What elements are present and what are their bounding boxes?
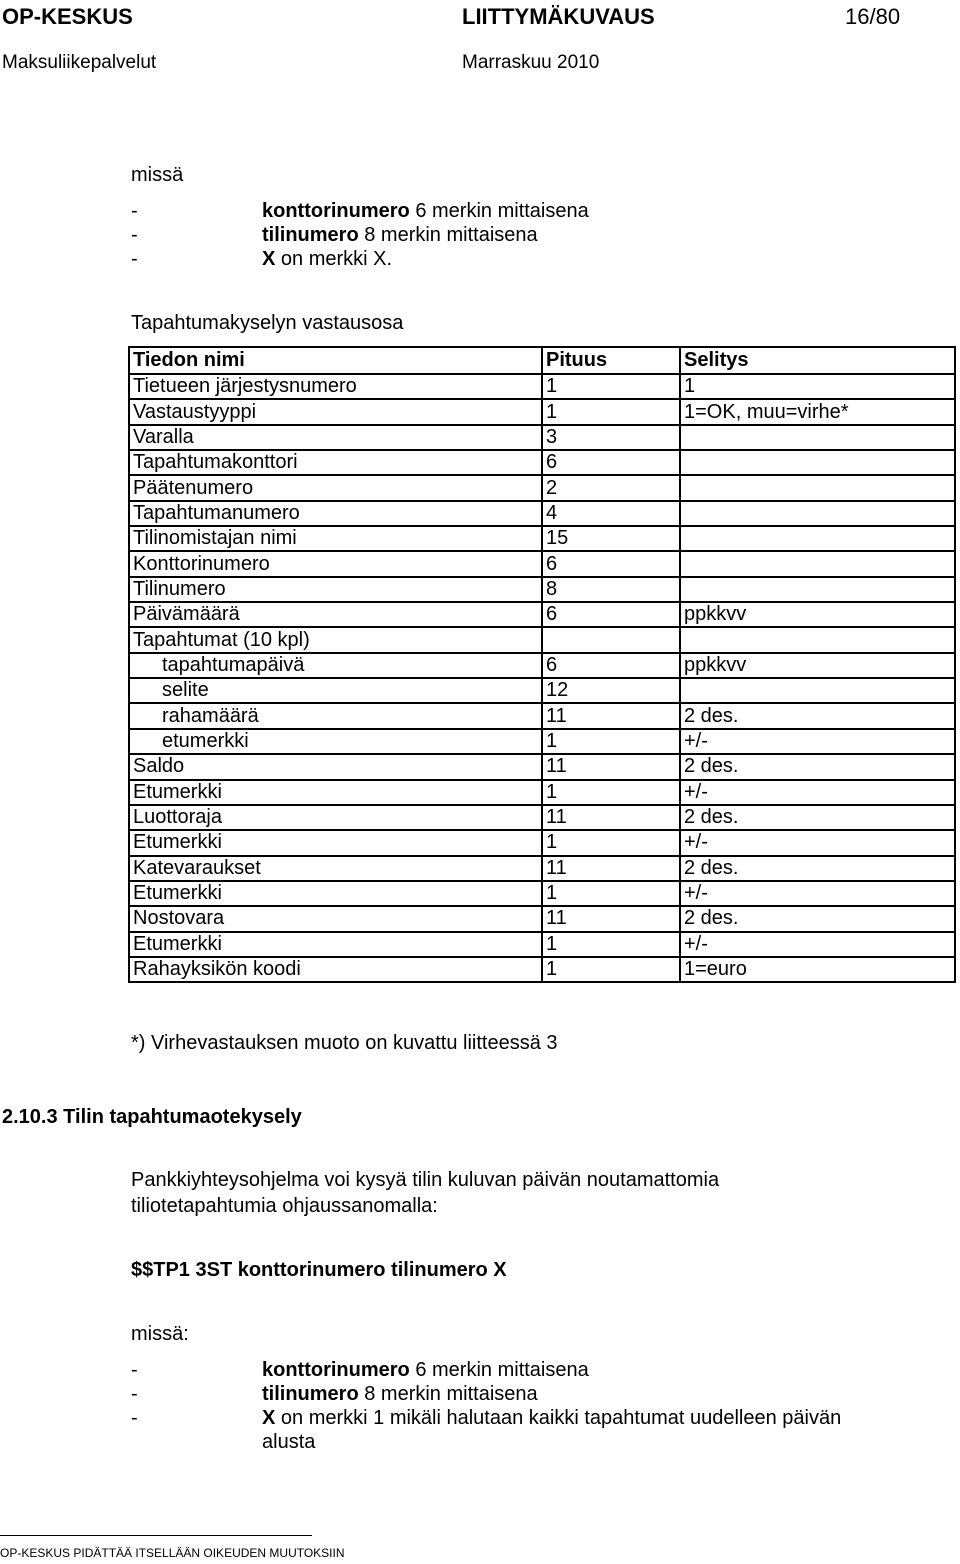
list-term: tilinumero — [262, 1383, 359, 1405]
cell-field-name: Tilinomistajan nimi — [129, 526, 542, 551]
table-row — [129, 374, 955, 399]
cell-description — [680, 425, 955, 450]
list-term: X — [262, 1407, 276, 1429]
table-row — [129, 602, 955, 627]
cell-length: 2 — [542, 475, 680, 500]
cell-field-name: Tapahtumakonttori — [129, 450, 542, 475]
table-row — [129, 830, 955, 855]
table-row — [129, 627, 955, 652]
cell-description: 1=OK, muu=virhe* — [680, 399, 955, 424]
cell-description — [680, 450, 955, 475]
cell-field-name: Konttorinumero — [129, 551, 542, 576]
cell-field-name: tapahtumapäivä — [129, 653, 542, 678]
cell-field-name: Varalla — [129, 425, 542, 450]
cell-length: 1 — [542, 729, 680, 754]
header-doc-title: LIITTYMÄKUVAUS — [462, 4, 655, 29]
list-dash: - — [131, 1383, 138, 1405]
cell-description — [680, 577, 955, 602]
paragraph-line: tiliotetapahtumia ohjaussanomalla: — [131, 1195, 438, 1217]
table-row — [129, 932, 955, 957]
list-desc: 8 merkin mittaisena — [358, 1383, 538, 1405]
list-desc: 6 merkin mittaisena — [409, 200, 589, 222]
list-dash: - — [131, 248, 138, 270]
cell-length: 6 — [542, 653, 680, 678]
list-item — [262, 1359, 589, 1382]
cell-length: 1 — [542, 780, 680, 805]
cell-length: 8 — [542, 577, 680, 602]
cell-field-name: selite — [129, 678, 542, 703]
list-term: X — [262, 248, 276, 270]
list-dash: - — [131, 224, 138, 246]
table-row — [129, 729, 955, 754]
footer-divider — [0, 1535, 312, 1536]
section-heading: 2.10.3 Tilin tapahtumaotekysely — [2, 1106, 302, 1128]
cell-description: +/- — [680, 881, 955, 906]
cell-field-name: Luottoraja — [129, 805, 542, 830]
cell-description: ppkkvv — [680, 653, 955, 678]
where-label: missä: — [131, 1323, 189, 1345]
column-header-length: Pituus — [542, 347, 680, 374]
table-row — [129, 653, 955, 678]
cell-description: +/- — [680, 729, 955, 754]
cell-field-name: etumerkki — [129, 729, 542, 754]
cell-description: +/- — [680, 780, 955, 805]
cell-description: 2 des. — [680, 906, 955, 931]
cell-length: 6 — [542, 450, 680, 475]
table-row — [129, 754, 955, 779]
cell-description: ppkkvv — [680, 602, 955, 627]
list-item — [262, 1407, 841, 1430]
command-example: $$TP1 3ST konttorinumero tilinumero X — [131, 1259, 507, 1281]
list-desc-continued: alusta — [262, 1431, 316, 1453]
cell-length: 1 — [542, 881, 680, 906]
cell-length: 1 — [542, 374, 680, 399]
list-desc: 8 merkin mittaisena — [358, 224, 538, 246]
header-date: Marraskuu 2010 — [462, 52, 600, 73]
table-header-row — [129, 347, 955, 374]
cell-description: 2 des. — [680, 754, 955, 779]
cell-field-name: Tapahtumat (10 kpl) — [129, 627, 542, 652]
cell-description: 1=euro — [680, 957, 955, 982]
list-dash: - — [131, 1407, 138, 1429]
header-service: Maksuliikepalvelut — [2, 52, 157, 73]
list-item — [262, 200, 589, 223]
cell-length — [542, 627, 680, 652]
cell-field-name: Etumerkki — [129, 932, 542, 957]
header-org: OP-KESKUS — [2, 4, 133, 29]
cell-field-name: Päätenumero — [129, 475, 542, 500]
cell-field-name: Etumerkki — [129, 830, 542, 855]
cell-length: 4 — [542, 501, 680, 526]
cell-field-name: Tilinumero — [129, 577, 542, 602]
field-spec-table — [128, 346, 956, 983]
list-item — [262, 1383, 538, 1406]
footer-text: OP-KESKUS PIDÄTTÄÄ ITSELLÄÄN OIKEUDEN MUUTOKSIIN — [0, 1546, 345, 1560]
cell-length: 11 — [542, 805, 680, 830]
cell-field-name: Tietueen järjestysnumero — [129, 374, 542, 399]
cell-length: 1 — [542, 399, 680, 424]
cell-length: 6 — [542, 551, 680, 576]
list-desc: 6 merkin mittaisena — [409, 1359, 589, 1381]
list-desc: on merkki X. — [275, 248, 393, 270]
header-page-number: 16/80 — [845, 4, 901, 29]
column-header-name: Tiedon nimi — [129, 347, 542, 374]
cell-description: 2 des. — [680, 805, 955, 830]
cell-length: 1 — [542, 830, 680, 855]
cell-description — [680, 526, 955, 551]
list-term: konttorinumero — [262, 1359, 410, 1381]
table-row — [129, 957, 955, 982]
cell-description — [680, 475, 955, 500]
cell-description — [680, 501, 955, 526]
cell-field-name: rahamäärä — [129, 703, 542, 728]
table-row — [129, 399, 955, 424]
list-dash: - — [131, 200, 138, 222]
table-footnote: *) Virhevastauksen muoto on kuvattu liitteessä 3 — [131, 1032, 558, 1054]
table-row — [129, 526, 955, 551]
cell-field-name: Nostovara — [129, 906, 542, 931]
section-title: Tapahtumakyselyn vastausosa — [131, 312, 404, 334]
cell-description — [680, 551, 955, 576]
cell-description: 2 des. — [680, 703, 955, 728]
cell-length: 15 — [542, 526, 680, 551]
table-row — [129, 678, 955, 703]
cell-length: 11 — [542, 754, 680, 779]
table-row — [129, 551, 955, 576]
cell-length: 11 — [542, 856, 680, 881]
table-row — [129, 805, 955, 830]
table-row — [129, 475, 955, 500]
table-row — [129, 577, 955, 602]
cell-length: 11 — [542, 703, 680, 728]
intro-where: missä — [131, 164, 184, 186]
cell-field-name: Saldo — [129, 754, 542, 779]
column-header-description: Selitys — [680, 347, 955, 374]
cell-field-name: Etumerkki — [129, 881, 542, 906]
table-row — [129, 780, 955, 805]
cell-description — [680, 678, 955, 703]
table-row — [129, 425, 955, 450]
list-item — [262, 248, 392, 271]
cell-field-name: Päivämäärä — [129, 602, 542, 627]
cell-description: +/- — [680, 830, 955, 855]
cell-length: 1 — [542, 932, 680, 957]
cell-description: +/- — [680, 932, 955, 957]
cell-length: 6 — [542, 602, 680, 627]
cell-description: 1 — [680, 374, 955, 399]
cell-field-name: Etumerkki — [129, 780, 542, 805]
cell-field-name: Rahayksikön koodi — [129, 957, 542, 982]
cell-field-name: Tapahtumanumero — [129, 501, 542, 526]
table-row — [129, 450, 955, 475]
table-row — [129, 906, 955, 931]
table-row — [129, 856, 955, 881]
cell-length: 1 — [542, 957, 680, 982]
table-row — [129, 501, 955, 526]
table-row — [129, 703, 955, 728]
list-dash: - — [131, 1359, 138, 1381]
list-desc: on merkki 1 mikäli halutaan kaikki tapahtumat uudelleen päivän — [275, 1407, 842, 1429]
cell-description — [680, 627, 955, 652]
list-item — [262, 224, 538, 247]
table-row — [129, 881, 955, 906]
cell-length: 3 — [542, 425, 680, 450]
cell-field-name: Vastaustyyppi — [129, 399, 542, 424]
cell-field-name: Katevaraukset — [129, 856, 542, 881]
cell-length: 12 — [542, 678, 680, 703]
paragraph-line: Pankkiyhteysohjelma voi kysyä tilin kuluvan päivän noutamattomia — [131, 1169, 720, 1191]
cell-description: 2 des. — [680, 856, 955, 881]
cell-length: 11 — [542, 906, 680, 931]
list-term: konttorinumero — [262, 200, 410, 222]
list-term: tilinumero — [262, 224, 359, 246]
